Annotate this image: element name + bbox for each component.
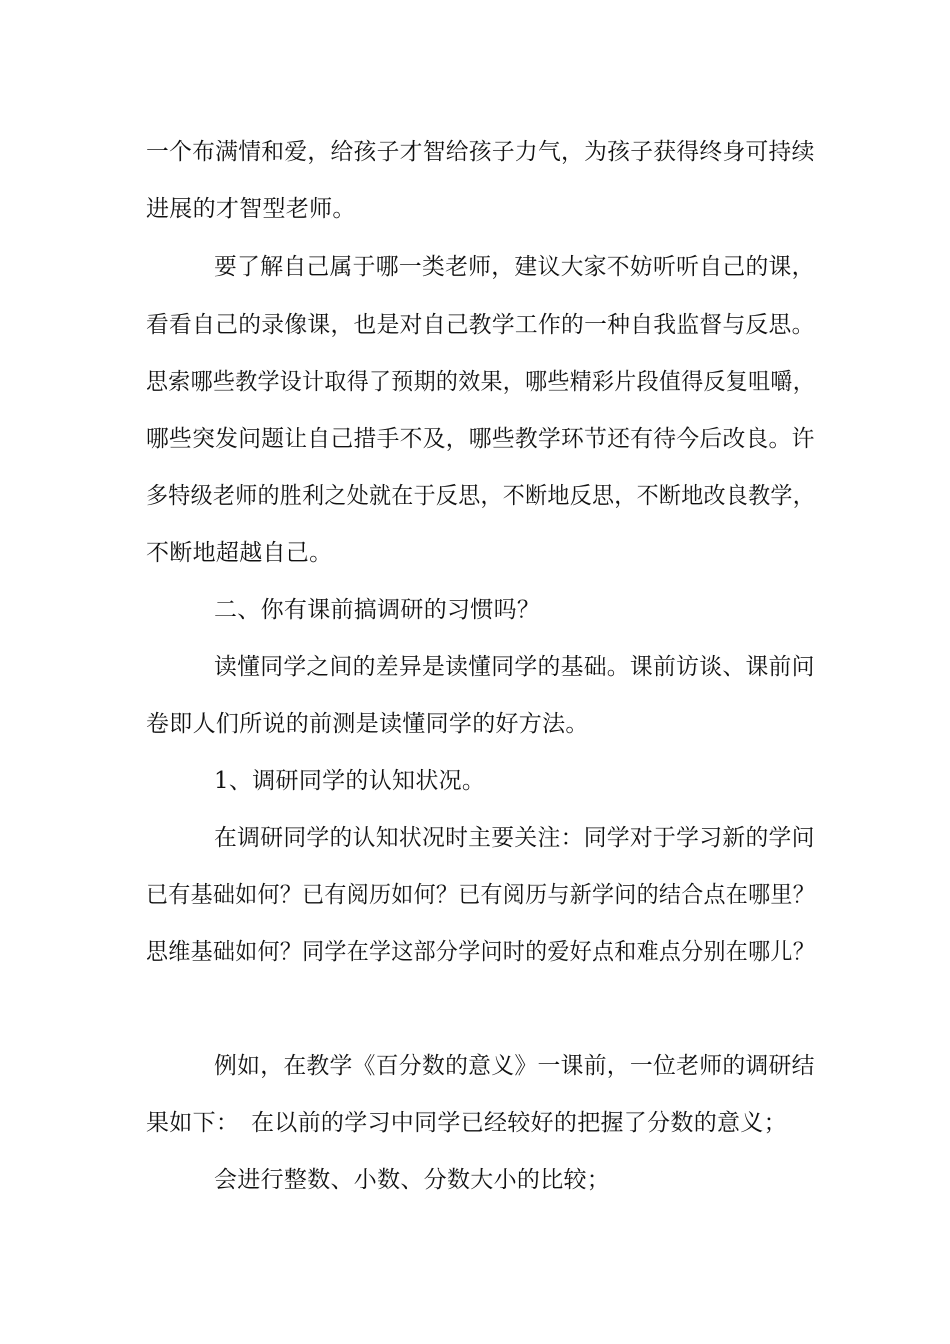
paragraph-line: 思维基础如何？同学在学这部分学问时的爱好点和难点分别在哪儿？ [146, 939, 816, 965]
paragraph-line: 进展的才智型老师。 [146, 196, 356, 222]
paragraph-line: 已有基础如何？已有阅历如何？已有阅历与新学问的结合点在哪里？ [146, 882, 816, 908]
subsection-heading: 1、调研同学的认知状况。 [214, 768, 486, 794]
paragraph-line: 例如，在教学《百分数的意义》一课前，一位老师的调研结 [214, 1053, 815, 1079]
section-heading: 二、你有课前搞调研的习惯吗？ [214, 597, 541, 623]
paragraph-line: 不断地超越自己。 [146, 540, 333, 566]
paragraph-line: 思索哪些教学设计取得了预期的效果，哪些精彩片段值得反复咀嚼， [146, 369, 816, 395]
paragraph-line: 在调研同学的认知状况时主要关注：同学对于学习新的学问 [214, 825, 815, 851]
paragraph-line: 一个布满情和爱，给孩子才智给孩子力气，为孩子获得终身可持续 [146, 139, 815, 165]
paragraph-line: 读懂同学之间的差异是读懂同学的基础。课前访谈、课前问 [214, 654, 815, 680]
paragraph-line: 哪些突发问题让自己措手不及，哪些教学环节还有待今后改良。许 [146, 426, 815, 452]
paragraph-line: 多特级老师的胜利之处就在于反思，不断地反思，不断地改良教学， [146, 483, 816, 509]
paragraph-line: 果如下： 在以前的学习中同学已经较好的把握了分数的意义； [146, 1110, 787, 1136]
paragraph-line: 卷即人们所说的前测是读懂同学的好方法。 [146, 711, 589, 737]
paragraph-line: 会进行整数、小数、分数大小的比较； [214, 1167, 611, 1193]
paragraph-line: 要了解自己属于哪一类老师，建议大家不妨听听自己的课， [214, 254, 815, 280]
paragraph-line: 看看自己的录像课，也是对自己教学工作的一种自我监督与反思。 [146, 312, 815, 338]
